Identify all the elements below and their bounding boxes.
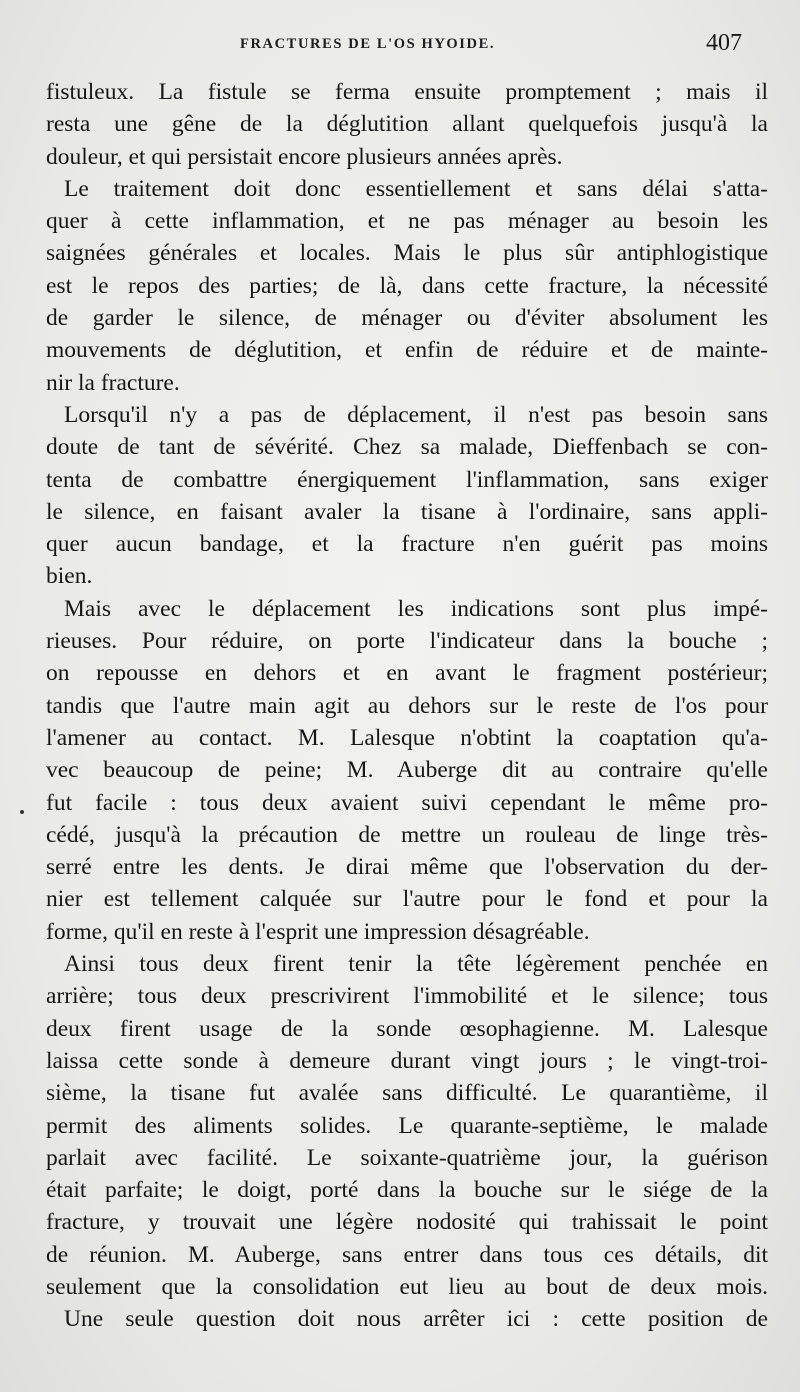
text-line: permit des aliments solides. Le quarante-septième, le malade: [46, 1112, 768, 1139]
text-line: resta une gêne de la déglutition allant quelquefois jusqu'à la: [46, 111, 768, 138]
text-line: douleur, et qui persistait encore plusieurs années après.: [46, 143, 563, 170]
text-line: le silence, en faisant avaler la tisane à l'ordinaire, sans appli-: [46, 498, 768, 525]
text-line: laissa cette sonde à demeure durant vingt jours ; le vingt-troi-: [46, 1047, 768, 1074]
text-line: fut facile : tous deux avaient suivi cependant le même pro-: [46, 789, 768, 816]
text-line: fracture, y trouvait une légère nodosité qui trahissait le point: [46, 1209, 768, 1236]
text-line: l'amener au contact. M. Lalesque n'obtint la coaptation qu'a-: [46, 724, 768, 751]
text-line: bien.: [46, 563, 93, 590]
page-number: 407: [706, 30, 742, 56]
text-line: tandis que l'autre main agit au dehors sur le reste de l'os pour: [46, 692, 768, 719]
text-line: parlait avec facilité. Le soixante-quatrième jour, la guérison: [46, 1144, 768, 1171]
text-line: serré entre les dents. Je dirai même que l'observation du der-: [46, 854, 768, 881]
text-line: Lorsqu'il n'y a pas de déplacement, il n'est pas besoin sans: [64, 401, 768, 428]
text-line: nier est tellement calquée sur l'autre pour le fond et pour la: [46, 886, 768, 913]
text-line: Ainsi tous deux firent tenir la tête légèrement penchée en: [64, 951, 768, 978]
margin-mark: [20, 810, 24, 814]
running-head: [0, 30, 800, 66]
text-line: seulement que la consolidation eut lieu au bout de deux mois.: [46, 1273, 768, 1300]
running-title: FRACTURES DE L'OS HYOIDE.: [240, 36, 496, 52]
text-line: doute de tant de sévérité. Chez sa malade, Dieffenbach se con-: [46, 434, 768, 461]
text-line: deux firent usage de la sonde œsophagienne. M. Lalesque: [46, 1015, 768, 1042]
text-line: fistuleux. La fistule se ferma ensuite promptement ; mais il: [46, 79, 768, 105]
text-line: quer à cette inflammation, et ne pas ménager au besoin les: [46, 208, 768, 235]
text-line: de garder le silence, de ménager ou d'éviter absolument les: [46, 305, 768, 332]
text-line: forme, qu'il en reste à l'esprit une impression désagréable.: [46, 918, 590, 945]
text-line: sième, la tisane fut avalée sans difficulté. Le quarantième, il: [46, 1080, 768, 1107]
text-line: Une seule question doit nous arrêter ici : cette position de: [64, 1306, 768, 1333]
text-line: nir la fracture.: [46, 369, 180, 396]
text-line: de réunion. M. Auberge, sans entrer dans tous ces détails, dit: [46, 1241, 768, 1268]
text-line: cédé, jusqu'à la précaution de mettre un rouleau de linge très-: [46, 821, 768, 848]
text-line: Mais avec le déplacement les indications sont plus impé-: [64, 595, 768, 622]
text-line: saignées générales et locales. Mais le plus sûr antiphlogistique: [46, 240, 768, 267]
text-line: mouvements de déglutition, et enfin de réduire et de mainte-: [46, 337, 768, 364]
text-line: quer aucun bandage, et la fracture n'en guérit pas moins: [46, 531, 768, 558]
text-line: vec beaucoup de peine; M. Auberge dit au contraire qu'elle: [46, 757, 768, 784]
text-line: arrière; tous deux prescrivirent l'immobilité et le silence; tous: [46, 983, 768, 1010]
text-line: est le repos des parties; de là, dans cette fracture, la nécessité: [46, 272, 768, 299]
text-line: rieuses. Pour réduire, on porte l'indicateur dans la bouche ;: [46, 628, 768, 655]
text-line: on repousse en dehors et en avant le fragment postérieur;: [46, 660, 768, 687]
text-line: Le traitement doit donc essentiellement et sans délai s'atta-: [64, 175, 768, 202]
text-line: était parfaite; le doigt, porté dans la bouche sur le siége de la: [46, 1177, 768, 1204]
text-line: tenta de combattre énergiquement l'inflammation, sans exiger: [46, 466, 768, 493]
body-text: [46, 76, 768, 1336]
